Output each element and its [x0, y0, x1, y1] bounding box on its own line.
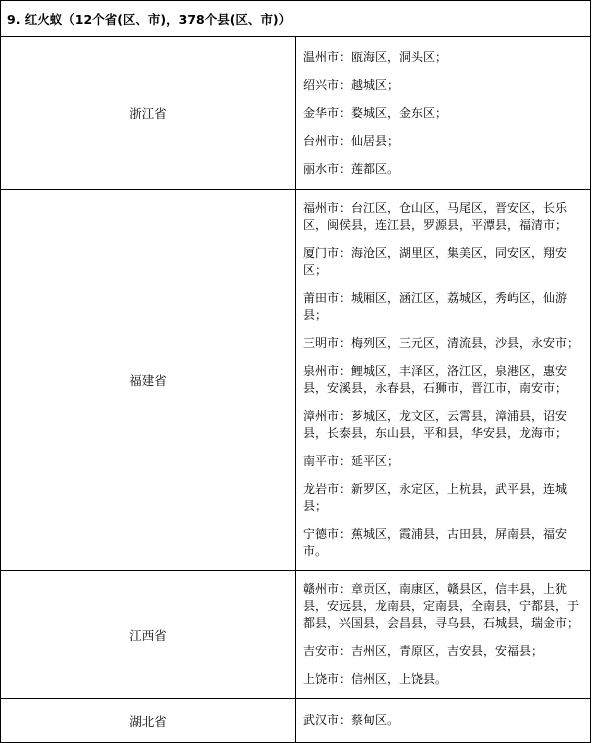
- city-list: [296, 699, 591, 743]
- city-entry: 绍兴市：越城区；: [303, 77, 400, 92]
- city-entry: 厦门市：海沧区，湖里区，集美区，同安区，翔安区；: [303, 246, 568, 277]
- city-entry: 丽水市：莲都区。: [303, 161, 400, 176]
- city-list: [296, 571, 591, 699]
- province-row-fujian: [1, 190, 591, 571]
- province-name: 湖北省: [1, 699, 296, 743]
- city-entry: 金华市：婺城区，金东区；: [303, 105, 448, 120]
- province-name: 江西省: [1, 571, 296, 699]
- table-title: 9. 红火蚁（12个省(区、市)，378个县(区、市)）: [1, 1, 591, 37]
- city-entry: 台州市：仙居县；: [303, 133, 400, 148]
- city-entry: 莆田市：城厢区，涵江区，荔城区，秀屿区，仙游县；: [303, 291, 568, 322]
- province-row-zhejiang: [1, 37, 591, 190]
- city-entry: 温州市：瓯海区，洞头区；: [303, 49, 448, 64]
- city-entry: 福州市：台江区，仓山区，马尾区，晋安区，长乐区，闽侯县，连江县，罗源县，平潭县，福清市；: [303, 201, 568, 232]
- city-entry: 三明市：梅列区，三元区，清流县，沙县，永安市；: [303, 336, 580, 350]
- city-entry: 赣州市：章贡区，南康区，赣县区，信丰县，上犹县，安远县，龙南县，定南县，全南县，宁都县，于都县，兴国县，会昌县，寻乌县，石城县，瑞金市；: [303, 582, 580, 630]
- province-name: 浙江省: [1, 37, 296, 190]
- city-entry: 泉州市：鲤城区，丰泽区，洛江区，泉港区，惠安县，安溪县，永春县，石狮市，晋江市，南安市；: [303, 364, 568, 395]
- province-row-jiangxi: [1, 571, 591, 699]
- city-entry: 宁德市：蕉城区，霞浦县，古田县，屏南县，福安市。: [303, 527, 568, 558]
- title-row: [1, 1, 591, 37]
- city-list: [296, 190, 591, 571]
- province-row-hubei: [1, 699, 591, 743]
- city-entry: 漳州市：芗城区，龙文区，云霄县，漳浦县，诏安县，长泰县，东山县，平和县，华安县，龙海市；: [303, 409, 568, 440]
- city-entry: 南平市：延平区；: [303, 454, 400, 468]
- city-entry: 上饶市：信州区，上饶县。: [303, 672, 448, 686]
- city-entry: 武汉市：蔡甸区。: [303, 713, 400, 727]
- city-entry: 吉安市：吉州区，青原区，吉安县，安福县；: [303, 644, 544, 658]
- city-entry: 龙岩市：新罗区，永定区，上杭县，武平县，连城县；: [303, 482, 568, 513]
- province-name: 福建省: [1, 190, 296, 571]
- city-list: [296, 37, 591, 190]
